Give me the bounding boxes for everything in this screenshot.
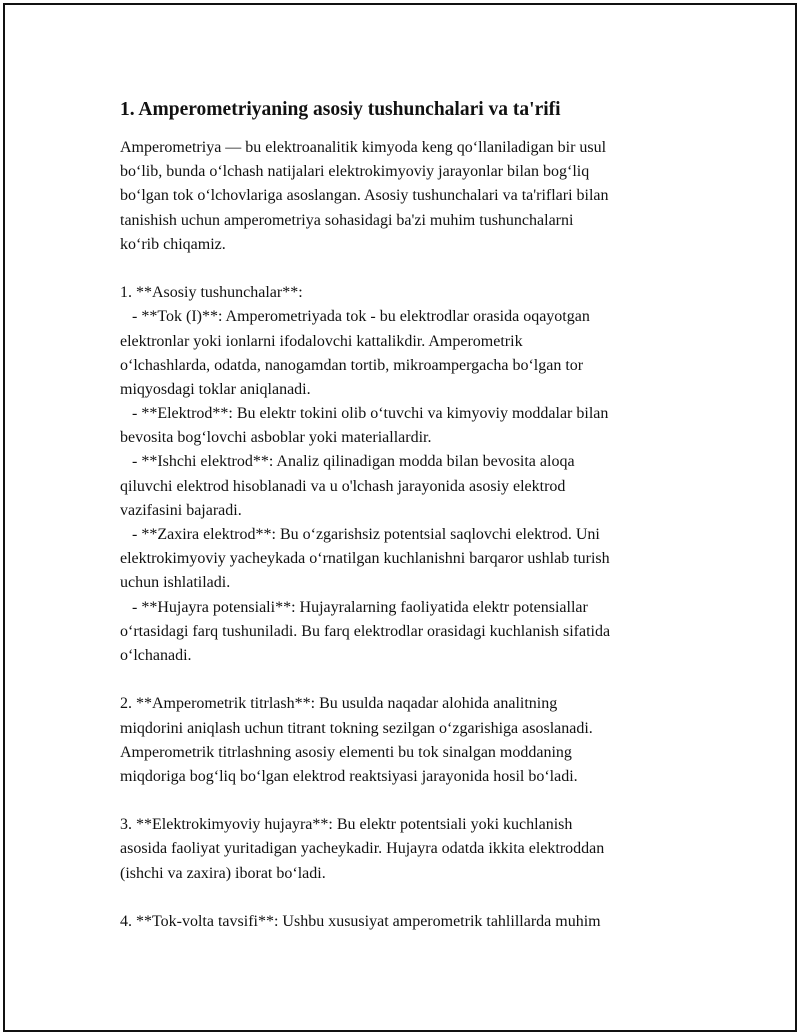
text-line: 1. **Asosiy tushunchalar**: (120, 284, 303, 302)
text-line: asosida faoliyat yuritadigan yacheykadir. Hujayra odatda ikkita elektroddan (120, 840, 605, 858)
page-frame (3, 3, 797, 1032)
text-line: 3. **Elektrokimyoviy hujayra**: Bu elektr potentsiali yoki kuchlanish (120, 816, 573, 834)
text-line: - **Zaxira elektrod**: Bu oʻzgarishsiz potentsial saqlovchi elektrod. Uni (120, 526, 600, 543)
text-line: oʻrtasidagi farq tushuniladi. Bu farq elektrodlar orasidagi kuchlanish sifatida (120, 622, 611, 640)
text-line: - **Hujayra potensiali**: Hujayralarning faoliyatida elektr potensiallar (120, 598, 588, 616)
text-line: miqdoriga bogʻliq boʻlgan elektrod reaktsiyasi jarayonida hosil boʻladi. (120, 767, 578, 785)
text-line: oʻlchanadi. (120, 646, 192, 664)
section-heading: 1. Amperometriyaning asosiy tushunchalari va ta'rifi (120, 99, 561, 120)
blank-line (120, 886, 690, 910)
document-body (120, 98, 690, 934)
text-line: miqyosdagi toklar aniqlanadi. (120, 380, 311, 398)
text-line: qiluvchi elektrod hisoblanadi va u o'lchash jarayonida asosiy elektrod (120, 477, 566, 495)
text-line: boʻlgan tok oʻlchovlariga asoslangan. Asosiy tushunchalari va ta'riflari bilan (120, 187, 609, 205)
text-line: - **Elektrod**: Bu elektr tokini olib oʻtuvchi va kimyoviy moddalar bilan (120, 405, 609, 423)
text-line: vazifasini bajaradi. (120, 501, 242, 519)
text-line: Amperometrik titrlashning asosiy elementi bu tok sinalgan moddaning (120, 743, 572, 761)
blank-line (120, 257, 690, 281)
text-line: (ishchi va zaxira) iborat boʻladi. (120, 864, 326, 882)
blank-line (120, 668, 690, 692)
text-line: miqdorini aniqlash uchun titrant tokning sezilgan oʻzgarishiga asoslanadi. (120, 719, 593, 737)
text-line: 2. **Amperometrik titrlash**: Bu usulda naqadar alohida analitning (120, 695, 558, 713)
text-line: - **Tok (I)**: Amperometriyada tok - bu elektrodlar orasida oqayotgan (120, 308, 590, 326)
text-line: 4. **Tok-volta tavsifi**: Ushbu xususiyat amperometrik tahlillarda muhim (120, 913, 601, 930)
text-line: tanishish uchun amperometriya sohasidagi ba'zi muhim tushunchalarni (120, 211, 574, 229)
text-line: uchun ishlatiladi. (120, 574, 231, 592)
text-line: Amperometriya — bu elektroanalitik kimyoda keng qoʻllaniladigan bir usul (120, 139, 607, 156)
text-line: bevosita bogʻlovchi asboblar yoki materiallardir. (120, 429, 432, 447)
text-line: elektronlar yoki ionlarni ifodalovchi kattalikdir. Amperometrik (120, 332, 523, 350)
paragraph-lines (120, 136, 690, 934)
text-line: koʻrib chiqamiz. (120, 235, 226, 253)
text-line: - **Ishchi elektrod**: Analiz qilinadigan modda bilan bevosita aloqa (120, 453, 575, 471)
text-line: oʻlchashlarda, odatda, nanogamdan tortib, mikroampergacha boʻlgan tor (120, 356, 584, 374)
text-line: boʻlib, bunda oʻlchash natijalari elektrokimyoviy jarayonlar bilan bogʻliq (120, 163, 590, 181)
text-line: elektrokimyoviy yacheykada oʻrnatilgan kuchlanishni barqaror ushlab turish (120, 550, 610, 568)
blank-line (120, 789, 690, 813)
